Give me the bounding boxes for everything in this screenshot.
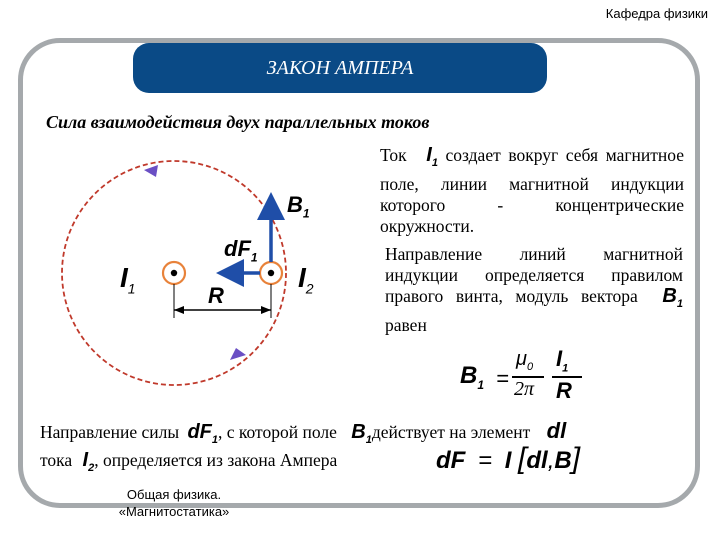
ampere-bracket-open: [ <box>518 442 527 475</box>
para3-b-sub: 1 <box>365 434 372 446</box>
ampere-dl: dl <box>526 447 548 474</box>
formula-equals: = <box>496 366 509 391</box>
formula-i1 <box>556 346 568 374</box>
para4-i: I <box>82 449 89 471</box>
formula-two-pi: 2π <box>514 378 535 400</box>
para2-b-sub: 1 <box>676 298 683 310</box>
para1-symbol-i1 <box>426 144 438 169</box>
distance-arrow-left <box>174 306 184 314</box>
slide-subtitle: Сила взаимодействия двух параллельных токов <box>46 112 430 132</box>
formula-r: R <box>556 378 572 403</box>
para4-a: тока <box>40 450 73 470</box>
ampere-b: B <box>554 447 572 474</box>
paragraph-field-description <box>380 145 684 237</box>
label-i2 <box>298 262 314 297</box>
para1-rest: создает вокруг себя магнитное поле, линии магнитной индукции которого - концентрические окружности. <box>380 145 685 236</box>
field-direction-arrow-bottom <box>230 348 246 360</box>
para4-symbol-i2 <box>82 449 95 474</box>
label-i1-letter: I <box>120 262 128 293</box>
formula-b1 <box>460 362 484 392</box>
wire-1-dot <box>171 270 177 276</box>
para2-tail: равен <box>385 315 427 335</box>
label-b1 <box>287 192 310 220</box>
footer <box>84 486 264 520</box>
para2-symbol-b1 <box>662 285 683 310</box>
para3-a: Направление силы <box>40 422 180 442</box>
formula-i: I <box>556 346 563 371</box>
formula-mu: μ <box>516 348 527 370</box>
formula-i-sub: 1 <box>562 362 569 375</box>
distance-arrow-right <box>261 306 271 314</box>
label-r: R <box>208 283 224 308</box>
department-label: Кафедра физики <box>605 6 708 21</box>
formula-mu-sub: 0 <box>526 361 534 373</box>
footer-section: «Магнитостатика» <box>118 504 230 519</box>
ampere-bracket-close: ] <box>571 442 581 475</box>
label-df1 <box>224 236 258 264</box>
para2-text: Направление линий магнитной индукции определяется правилом правого винта, модуль вектора <box>385 244 683 306</box>
formula-b: B <box>460 362 478 389</box>
para3-b-letter: B <box>351 421 366 443</box>
formula-ampere <box>436 442 580 476</box>
ampere-df: dF <box>436 447 466 474</box>
label-i2-letter: I <box>298 262 306 293</box>
formula-mu0 <box>516 348 533 373</box>
wire-2-dot <box>268 270 274 276</box>
para3-symbol-dl: dl <box>546 418 567 443</box>
formula-b-sub: 1 <box>477 377 485 392</box>
ampere-equals: = <box>478 447 493 474</box>
para1-i: I <box>426 144 432 166</box>
para3-symbol-df1 <box>187 421 219 446</box>
label-i1 <box>120 262 136 297</box>
para3-df: dF <box>187 421 212 443</box>
para3-b: , с которой поле <box>218 422 337 442</box>
label-i1-sub: 1 <box>127 280 136 297</box>
ampere-comma: , <box>547 447 555 474</box>
footer-course: Общая физика. <box>126 487 222 502</box>
label-i2-sub: 2 <box>305 280 314 297</box>
field-direction-arrow-top <box>144 165 158 177</box>
para3-symbol-b1 <box>351 421 372 446</box>
paragraph-ampere-law <box>40 449 337 474</box>
label-df1-sub: 1 <box>250 250 258 265</box>
para4-b: , определяется из закона Ампера <box>94 450 338 470</box>
paragraph-induction-direction <box>385 244 683 336</box>
para3-df-sub: 1 <box>211 434 219 446</box>
para4-i-sub: 2 <box>88 462 95 474</box>
ampere-i: I <box>504 447 512 474</box>
slide-title-text: ЗАКОН АМПЕРА <box>266 56 414 79</box>
para1-lead: Ток <box>380 145 407 165</box>
slide-title <box>135 45 545 91</box>
para1-i-sub: 1 <box>431 157 438 169</box>
para3-c: действует на элемент <box>371 422 531 442</box>
label-b1-letter: B <box>287 192 303 217</box>
label-b1-sub: 1 <box>302 206 310 221</box>
label-df1-letters: dF <box>224 236 251 261</box>
para2-b: B <box>662 285 677 307</box>
